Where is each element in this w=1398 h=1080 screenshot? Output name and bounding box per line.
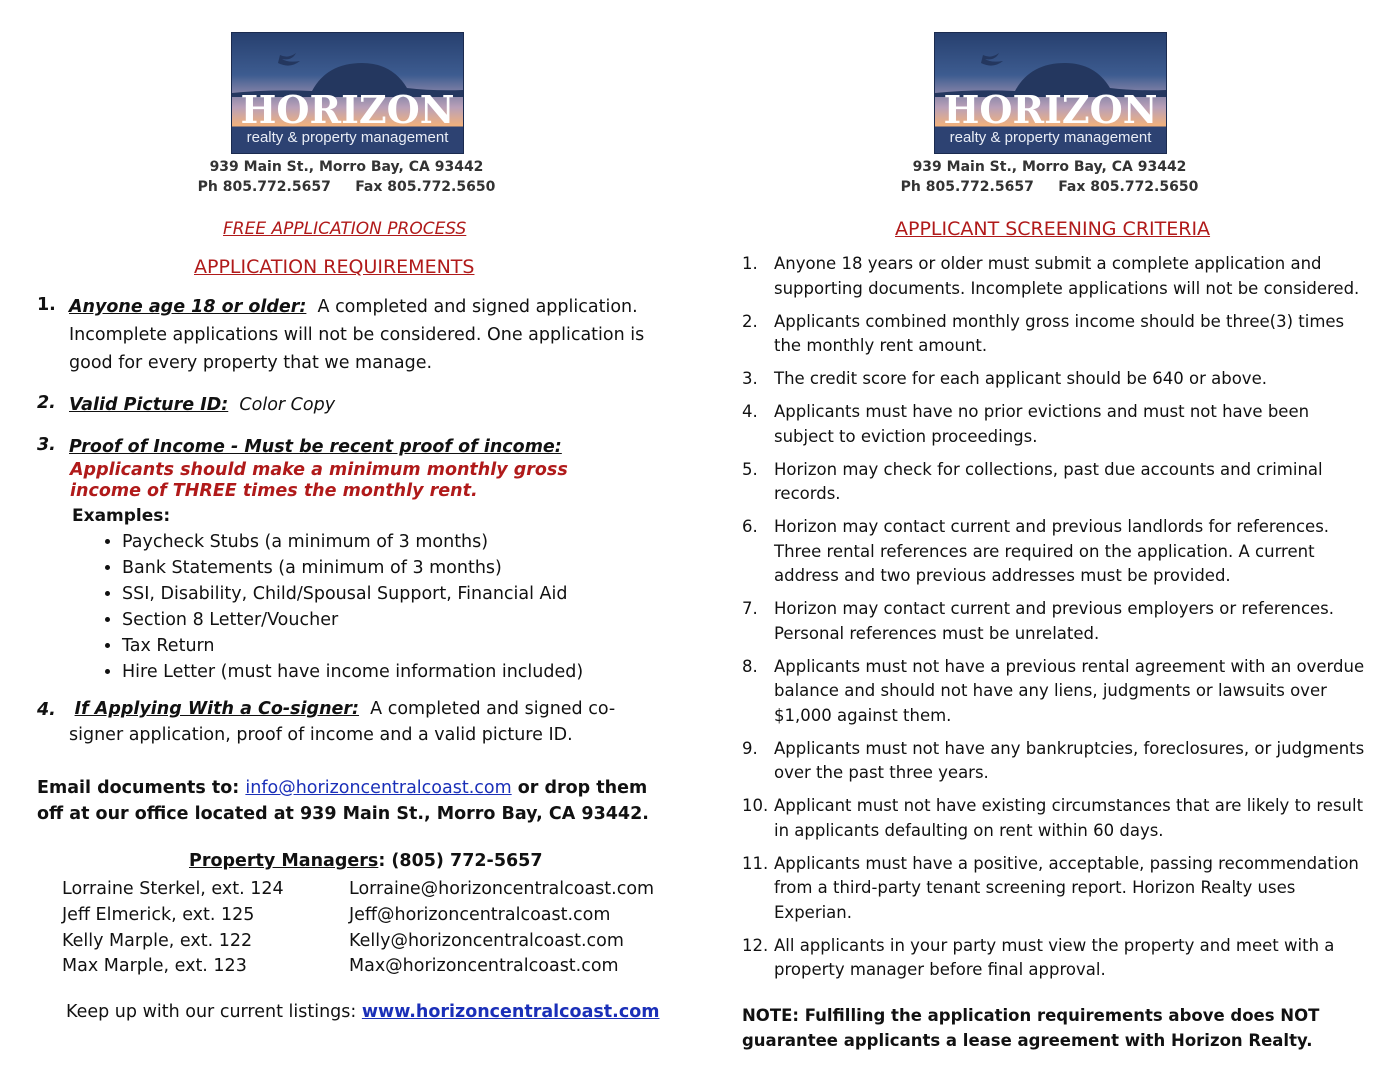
- criteria-number: 11.: [742, 853, 769, 873]
- criteria-number: 2.: [742, 311, 758, 331]
- phone-number: Ph 805.772.5657: [900, 179, 1034, 195]
- manager-name: Max Marple, ext. 123: [62, 956, 247, 976]
- req-number-3: 3.: [37, 435, 56, 455]
- criteria-item: [742, 597, 1372, 646]
- criteria-text: Horizon may contact current and previous employers or references. Personal references must be unrelated.: [774, 599, 1335, 643]
- criteria-text: Applicants combined monthly gross income should be three(3) times the monthly rent amount.: [774, 311, 1345, 355]
- req-text-1: A completed and signed application. Incomplete applications will not be considered. One application is good for every property that we manage.: [69, 297, 645, 373]
- req-label-1: Anyone age 18 or older:: [69, 297, 307, 317]
- income-examples-list: [98, 529, 658, 685]
- criteria-text: Applicants must have no prior evictions and must not have been subject to eviction proceedings.: [774, 402, 1310, 446]
- property-managers-heading: [189, 851, 543, 871]
- criteria-number: 1.: [742, 254, 758, 273]
- email-link[interactable]: info@horizoncentralcoast.com: [245, 778, 512, 798]
- office-address: [893, 157, 1206, 197]
- req-number-4: 4.: [37, 700, 56, 720]
- fax-number: Fax 805.772.5650: [1058, 179, 1199, 195]
- listings-prefix: Keep up with our current listings:: [66, 1002, 357, 1022]
- free-process-heading: FREE APPLICATION PROCESS: [223, 219, 467, 239]
- screening-criteria-heading: APPLICANT SCREENING CRITERIA: [895, 218, 1211, 240]
- criteria-item: [742, 367, 1372, 392]
- example-item: • Paycheck Stubs (a minimum of 3 months): [122, 529, 658, 555]
- listings-line: [66, 1002, 659, 1022]
- criteria-number: 5.: [742, 459, 758, 479]
- req-item-3: [69, 433, 669, 461]
- screening-criteria-list: [742, 252, 1372, 991]
- criteria-item: [742, 737, 1372, 786]
- req-item-2: [69, 391, 669, 419]
- criteria-item: [742, 655, 1372, 729]
- email-prefix: Email documents to:: [37, 778, 240, 798]
- manager-email[interactable]: Max@horizoncentralcoast.com: [349, 956, 619, 976]
- criteria-text: Applicants must not have a previous rental agreement with an overdue balance and should not have any liens, judgments or lawsuits over $1,000 against them.: [774, 656, 1365, 725]
- guarantee-note: NOTE: Fulfilling the application requirements above does NOT guarantee applicants a lease agreement with Horizon Realty.: [742, 1006, 1320, 1050]
- horizon-logo: [231, 32, 464, 154]
- horizon-logo: [934, 32, 1167, 154]
- requirements-heading: APPLICATION REQUIREMENTS: [194, 256, 475, 278]
- logo-name: HORIZON: [240, 87, 455, 132]
- criteria-number: 6.: [742, 517, 758, 536]
- criteria-item: [742, 310, 1372, 359]
- manager-email[interactable]: Jeff@horizoncentralcoast.com: [349, 905, 611, 925]
- email-instructions: [37, 775, 667, 827]
- managers-phone: : (805) 772-5657: [378, 851, 543, 871]
- criteria-number: 8.: [742, 656, 758, 676]
- address-line: 939 Main St., Morro Bay, CA 93442: [912, 159, 1187, 175]
- criteria-item: [742, 515, 1372, 589]
- criteria-item: [742, 852, 1372, 926]
- phone-fax-line: [190, 177, 503, 197]
- criteria-text: Applicants must have a positive, acceptable, passing recommendation from a third-party tenant screening report. Horizon Realty uses Experian.: [774, 853, 1359, 922]
- logo-tagline: realty & property management: [949, 129, 1152, 146]
- phone-fax-line: [893, 177, 1206, 197]
- req-text-2: Color Copy: [239, 395, 336, 415]
- req-label-3: Proof of Income - Must be recent proof of income:: [69, 437, 562, 457]
- managers-title: Property Managers: [189, 851, 379, 871]
- criteria-text: Horizon may check for collections, past due accounts and criminal records.: [774, 459, 1323, 503]
- manager-name: Jeff Elmerick, ext. 125: [62, 905, 255, 925]
- criteria-number: 9.: [742, 738, 758, 758]
- logo-tagline: realty & property management: [246, 129, 449, 146]
- manager-name: Kelly Marple, ext. 122: [62, 931, 253, 951]
- website-link[interactable]: www.horizoncentralcoast.com: [361, 1002, 660, 1022]
- criteria-number: 3.: [742, 369, 758, 388]
- criteria-text: Horizon may contact current and previous landlords for references. Three rental references are required on the application. A current address and two previous addresses must be provided.: [774, 517, 1330, 585]
- req-label-2: Valid Picture ID:: [69, 395, 229, 415]
- income-requirement-note: Applicants should make a minimum monthly gross income of THREE times the monthly rent.: [70, 460, 568, 501]
- fax-number: Fax 805.772.5650: [355, 179, 496, 195]
- criteria-item: [742, 400, 1372, 449]
- examples-label: Examples:: [72, 506, 171, 526]
- req-item-1: [69, 293, 669, 377]
- req-label-4: If Applying With a Co-signer:: [74, 699, 360, 719]
- manager-email[interactable]: Kelly@horizoncentralcoast.com: [349, 931, 624, 951]
- phone-number: Ph 805.772.5657: [197, 179, 331, 195]
- example-item: • Bank Statements (a minimum of 3 months): [122, 555, 658, 581]
- req-number-2: 2.: [37, 393, 56, 413]
- logo-name: HORIZON: [943, 87, 1158, 132]
- req-number-1: 1.: [37, 295, 56, 315]
- req-text-4: A completed and signed co-signer application, proof of income and a valid picture ID.: [69, 699, 616, 745]
- criteria-item: [742, 252, 1372, 301]
- req-item-4: [69, 697, 659, 748]
- manager-name: Lorraine Sterkel, ext. 124: [62, 879, 284, 899]
- manager-email[interactable]: Lorraine@horizoncentralcoast.com: [349, 879, 655, 899]
- email-suffix: or drop them off at our office located at 939 Main St., Morro Bay, CA 93442.: [37, 778, 649, 824]
- criteria-text: Applicant must not have existing circumstances that are likely to result in applicants defaulting on rent within 60 days.: [774, 796, 1364, 840]
- criteria-number: 12.: [742, 935, 769, 955]
- criteria-text: Anyone 18 years or older must submit a complete application and supporting documents. Incomplete applications will not be considered.: [774, 254, 1360, 298]
- example-item: • Tax Return: [122, 633, 658, 659]
- example-item: • Hire Letter (must have income information included): [122, 659, 658, 685]
- criteria-item: [742, 934, 1372, 983]
- criteria-text: All applicants in your party must view the property and meet with a property manager before final approval.: [774, 935, 1335, 979]
- address-line: 939 Main St., Morro Bay, CA 93442: [209, 159, 484, 175]
- example-item: • SSI, Disability, Child/Spousal Support, Financial Aid: [122, 581, 658, 607]
- criteria-text: Applicants must not have any bankruptcies, foreclosures, or judgments over the past three years.: [774, 738, 1365, 782]
- office-address: [190, 157, 503, 197]
- criteria-text: The credit score for each applicant should be 640 or above.: [774, 369, 1267, 388]
- criteria-item: [742, 458, 1372, 507]
- criteria-item: [742, 794, 1372, 843]
- example-item: • Section 8 Letter/Voucher: [122, 607, 658, 633]
- criteria-number: 4.: [742, 402, 758, 421]
- criteria-number: 7.: [742, 599, 758, 618]
- criteria-number: 10.: [742, 796, 769, 815]
